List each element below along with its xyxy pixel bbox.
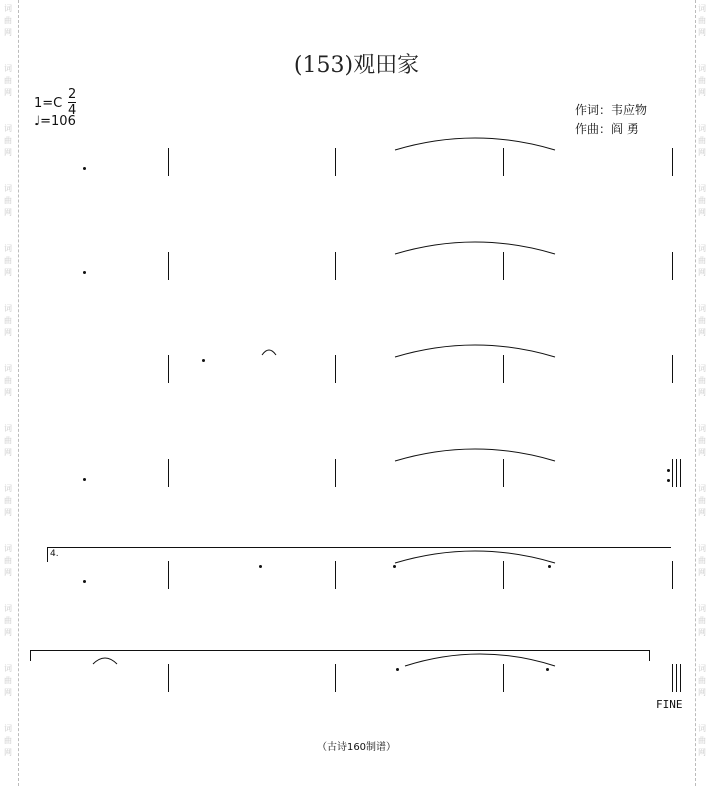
- slur: [93, 658, 117, 664]
- watermark-glyph: 曲: [698, 16, 706, 25]
- slur: [395, 551, 555, 563]
- watermark-glyph: 网: [4, 748, 12, 757]
- watermark-glyph: 词: [698, 424, 706, 433]
- watermark-glyph: 网: [698, 748, 706, 757]
- watermark-glyph: 曲: [4, 556, 12, 565]
- watermark-glyph: 网: [4, 28, 12, 37]
- song-title: (153)观田家: [293, 53, 420, 78]
- watermark-glyph: 网: [698, 448, 706, 457]
- watermark-glyph: 词: [4, 424, 12, 433]
- watermark-glyph: 词: [4, 304, 12, 313]
- watermark-glyph: 词: [4, 364, 12, 373]
- time-signature-numerator: 2: [68, 87, 77, 102]
- watermark-glyph: 曲: [4, 76, 12, 85]
- watermark-glyph: 词: [698, 544, 706, 553]
- watermark-glyph: 网: [4, 148, 12, 157]
- watermark-glyph: 网: [4, 448, 12, 457]
- watermark-glyph: 词: [698, 664, 706, 673]
- watermark-glyph: 曲: [4, 496, 12, 505]
- tempo-value: =106: [40, 114, 76, 129]
- slur: [405, 654, 555, 666]
- watermark-glyph: 曲: [698, 376, 706, 385]
- watermark-glyph: 词: [698, 484, 706, 493]
- composer-name: 阎 勇: [611, 122, 639, 136]
- slur: [395, 138, 555, 150]
- watermark-glyph: 词: [4, 604, 12, 613]
- watermark-glyph: 曲: [698, 736, 706, 745]
- watermark-glyph: 网: [698, 568, 706, 577]
- watermark-glyph: 词: [698, 64, 706, 73]
- watermark-glyph: 曲: [4, 256, 12, 265]
- watermark-glyph: 网: [4, 208, 12, 217]
- watermark-glyph: 网: [4, 688, 12, 697]
- key-signature: 1=C: [34, 96, 63, 111]
- watermark-glyph: 网: [698, 388, 706, 397]
- watermark-glyph: 网: [698, 28, 706, 37]
- quarter-note-icon: ♩: [34, 114, 41, 129]
- watermark-glyph: 曲: [698, 256, 706, 265]
- watermark-glyph: 曲: [698, 556, 706, 565]
- watermark-glyph: 网: [698, 508, 706, 517]
- watermark-glyph: 网: [698, 148, 706, 157]
- watermark-glyph: 曲: [4, 16, 12, 25]
- watermark-glyph: 曲: [4, 736, 12, 745]
- slur: [395, 449, 555, 461]
- watermark-glyph: 曲: [698, 196, 706, 205]
- watermark-glyph: 词: [4, 664, 12, 673]
- lyricist-name: 韦应物: [611, 103, 648, 117]
- watermark-glyph: 网: [698, 208, 706, 217]
- watermark-glyph: 词: [4, 484, 12, 493]
- watermark-glyph: 词: [4, 64, 12, 73]
- watermark-glyph: 词: [698, 364, 706, 373]
- lyricist-label: 作词：: [575, 103, 612, 117]
- composer-label: 作曲：: [575, 122, 612, 136]
- watermark-glyph: 词: [698, 184, 706, 193]
- watermark-glyph: 词: [4, 124, 12, 133]
- watermark-glyph: 词: [698, 604, 706, 613]
- watermark-glyph: 词: [4, 724, 12, 733]
- watermark-glyph: 曲: [698, 676, 706, 685]
- watermark-glyph: 网: [698, 268, 706, 277]
- watermark-glyph: 曲: [698, 496, 706, 505]
- slur: [395, 345, 555, 357]
- watermark-glyph: 词: [698, 124, 706, 133]
- footer-credit: （古诗160制谱）: [316, 742, 397, 753]
- watermark-glyph: 网: [698, 328, 706, 337]
- watermark-glyph: 曲: [4, 676, 12, 685]
- watermark-glyph: 网: [4, 88, 12, 97]
- watermark-glyph: 词: [4, 4, 12, 13]
- watermark-glyph: 曲: [4, 196, 12, 205]
- watermark-glyph: 词: [4, 184, 12, 193]
- fine-marking: FINE: [656, 698, 683, 711]
- watermark-glyph: 曲: [698, 136, 706, 145]
- watermark-glyph: 词: [698, 244, 706, 253]
- watermark-glyph: 曲: [4, 616, 12, 625]
- watermark-glyph: 网: [698, 628, 706, 637]
- watermark-glyph: 曲: [4, 376, 12, 385]
- watermark-glyph: 曲: [4, 136, 12, 145]
- time-signature-denominator: 4: [68, 103, 77, 118]
- watermark-glyph: 网: [698, 88, 706, 97]
- watermark-glyph: 曲: [698, 316, 706, 325]
- watermark-glyph: 网: [4, 388, 12, 397]
- watermark-glyph: 曲: [4, 436, 12, 445]
- watermark-glyph: 曲: [698, 76, 706, 85]
- watermark-glyph: 词: [698, 304, 706, 313]
- watermark-glyph: 曲: [698, 616, 706, 625]
- watermark-glyph: 网: [4, 268, 12, 277]
- slur: [262, 350, 276, 355]
- volta-label: 4.: [50, 549, 59, 559]
- watermark-glyph: 网: [4, 628, 12, 637]
- watermark-glyph: 词: [698, 4, 706, 13]
- watermark-glyph: 词: [4, 244, 12, 253]
- watermark-glyph: 曲: [698, 436, 706, 445]
- watermark-glyph: 曲: [4, 316, 12, 325]
- watermark-glyph: 网: [4, 328, 12, 337]
- watermark-glyph: 词: [698, 724, 706, 733]
- watermark-glyph: 网: [4, 568, 12, 577]
- watermark-glyph: 网: [698, 688, 706, 697]
- watermark-glyph: 网: [4, 508, 12, 517]
- watermark-glyph: 词: [4, 544, 12, 553]
- slur: [395, 242, 555, 254]
